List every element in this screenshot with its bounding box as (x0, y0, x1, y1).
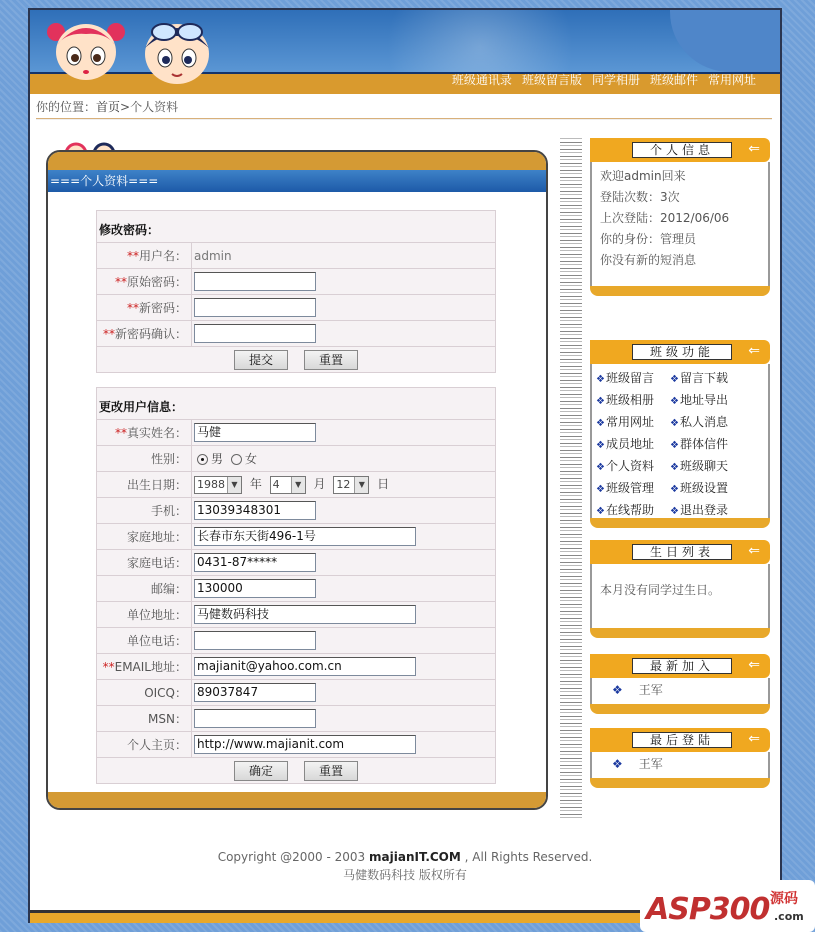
menu-item[interactable]: ❖常用网址 (596, 415, 654, 429)
user-role: 你的身份：管理员 (600, 232, 697, 246)
panel-title: 最新加入 (632, 658, 732, 674)
address-input[interactable]: 长春市东天街496-1号 (194, 527, 416, 546)
menu-item[interactable]: ❖群体信件 (670, 437, 728, 451)
panel-title: 班级功能 (632, 344, 732, 360)
divider (36, 118, 772, 120)
zip-label: 邮编： (97, 576, 192, 602)
list-item[interactable]: ❖ 王军 (612, 757, 663, 771)
diamond-icon: ❖ (596, 484, 605, 495)
company-address-input[interactable]: 马健数码科技 (194, 605, 416, 624)
change-password-form: 修改密码： **用户名： admin **原始密码： **新密码： **新密码确认： 提交 重置 (96, 210, 496, 373)
homepage-label: 个人主页： (97, 732, 192, 758)
nav-common-links[interactable]: 常用网址 (707, 73, 756, 87)
confirm-password-label: 新密码确认： (114, 327, 187, 341)
oicq-label: OICQ： (97, 680, 192, 706)
diamond-icon: ❖ (596, 462, 605, 473)
arrow-left-icon: ⇐ (748, 731, 760, 747)
menu-item[interactable]: ❖退出登录 (670, 503, 728, 517)
brand-name: majianIT.COM (369, 850, 461, 864)
menu-item[interactable]: ❖留言下载 (670, 371, 728, 385)
copyright-owner: 马健数码科技 版权所有 (343, 868, 467, 882)
realname-label: 真实姓名： (126, 426, 187, 440)
section-heading: 更改用户信息： (97, 388, 496, 420)
list-item[interactable]: ❖ 王军 (612, 683, 663, 697)
confirm-password-input[interactable] (194, 324, 316, 343)
menu-item[interactable]: ❖班级管理 (596, 481, 654, 495)
birth-day-select[interactable]: 12 ▼ (333, 476, 369, 494)
menu-item[interactable]: ❖私人消息 (670, 415, 728, 429)
site-footer: Copyright @2000 - 2003 majianIT.COM , All Rights Reserved. 马健数码科技 版权所有 (30, 848, 780, 884)
birthday-text: 本月没有同学过生日。 (600, 583, 721, 597)
nav-class-album[interactable]: 同学相册 (591, 73, 640, 87)
diamond-icon: ❖ (670, 374, 679, 385)
asp300-watermark-logo: ASP300 源码 .com (640, 880, 815, 932)
gender-label: 性别： (97, 446, 192, 472)
homepage-input[interactable]: http://www.majianit.com (194, 735, 416, 754)
login-count: 登陆次数：3次 (600, 190, 680, 204)
newest-members-panel (590, 654, 770, 714)
diamond-icon: ❖ (596, 418, 605, 429)
menu-item[interactable]: ❖成员地址 (596, 437, 654, 451)
birth-month-select[interactable]: 4 ▼ (270, 476, 306, 494)
menu-item[interactable]: ❖在线帮助 (596, 503, 654, 517)
confirm-button[interactable]: 确定 (234, 761, 288, 781)
chevron-down-icon: ▼ (291, 477, 305, 493)
diamond-icon: ❖ (612, 757, 623, 771)
diamond-icon: ❖ (670, 462, 679, 473)
submit-button[interactable]: 提交 (234, 350, 288, 370)
personal-info-panel (590, 138, 770, 296)
nav-class-mail[interactable]: 班级邮件 (649, 73, 698, 87)
message-status: 你没有新的短消息 (600, 253, 697, 267)
reset-button[interactable]: 重置 (304, 350, 358, 370)
site-header (30, 10, 780, 94)
diamond-icon: ❖ (670, 418, 679, 429)
breadcrumb-current: 个人资料 (130, 100, 179, 114)
menu-item[interactable]: ❖班级留言 (596, 371, 654, 385)
realname-input[interactable]: 马健 (194, 423, 316, 442)
zip-input[interactable]: 130000 (194, 579, 316, 598)
header-decoration (670, 10, 780, 72)
address-label: 家庭地址： (97, 524, 192, 550)
page-frame (28, 8, 782, 923)
chevron-down-icon: ▼ (354, 477, 368, 493)
gender-female-radio[interactable] (231, 454, 242, 465)
mobile-label: 手机： (97, 498, 192, 524)
diamond-icon: ❖ (670, 396, 679, 407)
diamond-icon: ❖ (596, 396, 605, 407)
diamond-icon: ❖ (612, 683, 623, 697)
user-info-form: 更改用户信息： **真实姓名： 马健 性别： 男 女 出生日期： 1988 ▼ 年 4 ▼ 月 12 ▼ 日 手机： 13039348301 家庭地址： 长春市东天街496-1号 家庭电话： 0431-87***** 邮编： 130000 单位地址： 马健数码科技 单位电话： **EMAIL地址： majianit@yahoo.com.cn OICQ： 89037847 MSN： 个人主页： http://www.majianit.com 确定 重置 (96, 387, 496, 784)
old-password-input[interactable] (194, 272, 316, 291)
email-label: EMAIL地址： (114, 660, 187, 674)
email-input[interactable]: majianit@yahoo.com.cn (194, 657, 416, 676)
section-heading: 修改密码： (97, 211, 496, 243)
diamond-icon: ❖ (596, 374, 605, 385)
last-login-panel (590, 728, 770, 788)
mobile-input[interactable]: 13039348301 (194, 501, 316, 520)
menu-item[interactable]: ❖个人资料 (596, 459, 654, 473)
arrow-left-icon: ⇐ (748, 343, 760, 359)
new-password-label: 新密码： (138, 301, 187, 315)
panel-title: ===个人资料=== (48, 170, 546, 192)
birthday-panel (590, 540, 770, 638)
home-phone-input[interactable]: 0431-87***** (194, 553, 316, 572)
diamond-icon: ❖ (670, 506, 679, 517)
panel-title: 生日列表 (632, 544, 732, 560)
breadcrumb-home-link[interactable]: 首页 (96, 100, 121, 114)
username-value: admin (192, 243, 496, 269)
oicq-input[interactable]: 89037847 (194, 683, 316, 702)
reset-button[interactable]: 重置 (304, 761, 358, 781)
birthdate-label: 出生日期： (97, 472, 192, 498)
old-password-label: 原始密码： (126, 275, 187, 289)
top-navigation (452, 71, 756, 88)
menu-item[interactable]: ❖地址导出 (670, 393, 728, 407)
panel-title: 最后登陆 (632, 732, 732, 748)
company-phone-input[interactable] (194, 631, 316, 650)
diamond-icon: ❖ (670, 440, 679, 451)
msn-label: MSN： (97, 706, 192, 732)
nav-class-guestbook[interactable]: 班级留言版 (521, 73, 582, 87)
menu-item[interactable]: ❖班级设置 (670, 481, 728, 495)
username-label: 用户名： (138, 249, 187, 263)
arrow-left-icon: ⇐ (748, 657, 760, 673)
menu-item[interactable]: ❖班级聊天 (670, 459, 728, 473)
chevron-down-icon: ▼ (227, 477, 241, 493)
girl-cartoon-image (46, 12, 126, 84)
home-phone-label: 家庭电话： (97, 550, 192, 576)
diamond-icon: ❖ (596, 506, 605, 517)
birth-year-select[interactable]: 1988 ▼ (194, 476, 242, 494)
menu-item[interactable]: ❖班级相册 (596, 393, 654, 407)
arrow-left-icon: ⇐ (748, 141, 760, 157)
arrow-left-icon: ⇐ (748, 543, 760, 559)
diamond-icon: ❖ (596, 440, 605, 451)
welcome-text: 欢迎admin回来 (600, 169, 686, 183)
last-login: 上次登陆：2012/06/06 (600, 211, 730, 225)
panel-title: 个人信息 (632, 142, 732, 158)
diamond-icon: ❖ (670, 484, 679, 495)
company-phone-label: 单位电话： (97, 628, 192, 654)
spiral-binding-decoration (560, 138, 582, 818)
class-functions-panel (590, 340, 770, 528)
msn-input[interactable] (194, 709, 316, 728)
boy-cartoon-image (134, 12, 220, 86)
company-address-label: 单位地址： (97, 602, 192, 628)
nav-class-directory[interactable]: 班级通讯录 (451, 73, 512, 87)
breadcrumb: 你的位置：首页>个人资料 (36, 100, 179, 114)
gender-male-radio[interactable] (197, 454, 208, 465)
new-password-input[interactable] (194, 298, 316, 317)
